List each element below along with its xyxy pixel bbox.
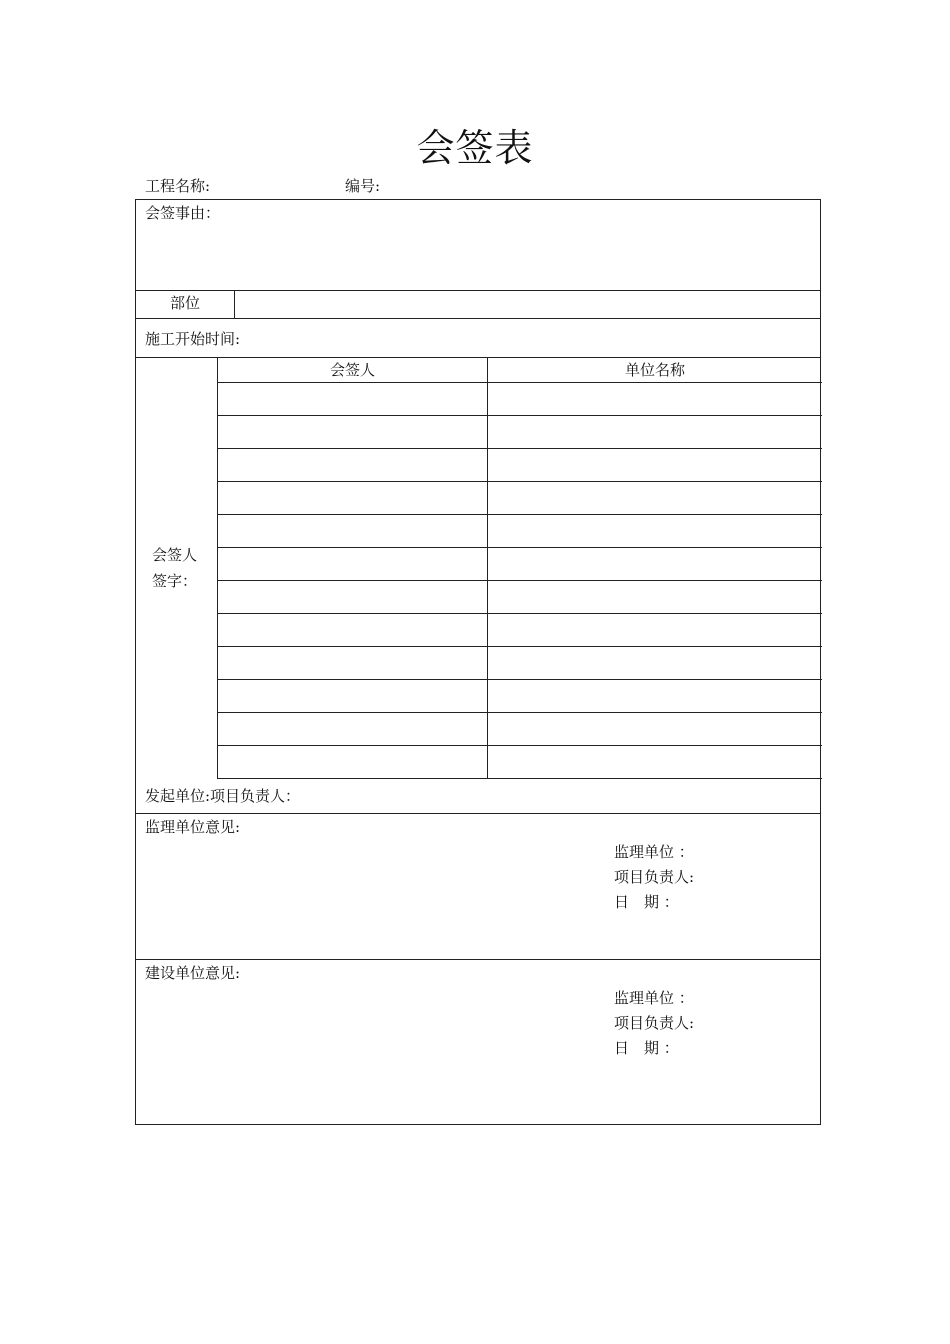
signer-table-row	[217, 416, 822, 449]
initiator-label: 发起单位:项目负责人：	[145, 787, 301, 805]
signer-table-row	[217, 482, 822, 515]
supervision-sign-block	[614, 842, 694, 917]
unit-name-cell[interactable]	[488, 713, 822, 745]
signer-name-cell[interactable]	[217, 515, 488, 547]
signer-table-row	[217, 515, 822, 548]
unit-name-cell[interactable]	[488, 680, 822, 712]
construction-sign-block	[614, 988, 694, 1063]
signer-table-row	[217, 680, 822, 713]
start-time-field[interactable]	[256, 319, 821, 357]
unit-column-header-text: 单位名称	[624, 361, 685, 379]
signer-name-cell[interactable]	[217, 614, 488, 646]
signer-column-header	[217, 357, 488, 382]
unit-name-cell[interactable]	[488, 548, 822, 580]
unit-name-cell[interactable]	[488, 647, 822, 679]
construction-opinion-label: 建设单位意见:	[145, 964, 241, 982]
construction-unit-label: 监理单位 ：	[614, 989, 694, 1007]
signer-section-label-line2: 签字：	[152, 572, 198, 590]
signer-name-cell[interactable]	[217, 449, 488, 481]
supervision-unit-label: 监理单位 ：	[614, 843, 694, 861]
signer-name-cell[interactable]	[217, 548, 488, 580]
location-field[interactable]	[235, 291, 821, 318]
signer-name-cell[interactable]	[217, 746, 488, 778]
unit-name-cell[interactable]	[488, 482, 822, 514]
unit-column-header	[488, 357, 822, 382]
signer-table-row	[217, 614, 822, 647]
supervision-leader-label: 项目负责人:	[614, 868, 695, 886]
signer-table-row	[217, 449, 822, 482]
signer-name-cell[interactable]	[217, 581, 488, 613]
construction-opinion-field[interactable]	[136, 960, 606, 1124]
construction-leader-label: 项目负责人:	[614, 1014, 695, 1032]
signer-name-cell[interactable]	[217, 383, 488, 415]
countersign-form	[135, 199, 821, 1125]
supervision-opinion-field[interactable]	[136, 814, 606, 959]
unit-name-cell[interactable]	[488, 581, 822, 613]
signer-name-cell[interactable]	[217, 713, 488, 745]
signer-name-cell[interactable]	[217, 647, 488, 679]
project-name-label: 工程名称:	[145, 177, 211, 195]
unit-name-cell[interactable]	[488, 515, 822, 547]
unit-name-cell[interactable]	[488, 416, 822, 448]
signer-section-label-line1: 会签人	[152, 546, 198, 564]
unit-name-cell[interactable]	[488, 614, 822, 646]
signer-name-cell[interactable]	[217, 482, 488, 514]
unit-name-cell[interactable]	[488, 449, 822, 481]
signer-table-header	[217, 357, 822, 383]
location-label: 部位	[169, 294, 200, 312]
unit-name-cell[interactable]	[488, 383, 822, 415]
construction-date-label: 日 期 ：	[614, 1039, 679, 1057]
signer-table-row	[217, 548, 822, 581]
signer-name-cell[interactable]	[217, 680, 488, 712]
signer-table-row	[217, 383, 822, 416]
signer-table-row	[217, 581, 822, 614]
signer-table-row	[217, 647, 822, 680]
signer-name-cell[interactable]	[217, 416, 488, 448]
reason-label: 会签事由：	[145, 204, 221, 222]
start-time-label: 施工开始时间:	[145, 330, 241, 348]
number-label: 编号:	[345, 177, 381, 195]
supervision-date-label: 日 期 ：	[614, 893, 679, 911]
signer-table-row	[217, 713, 822, 746]
supervision-opinion-label: 监理单位意见:	[145, 818, 241, 836]
signer-table-row	[217, 746, 822, 779]
unit-name-cell[interactable]	[488, 746, 822, 778]
signer-column-header-text: 会签人	[329, 361, 375, 379]
form-title: 会签表	[416, 126, 534, 170]
reason-field[interactable]	[136, 200, 820, 290]
